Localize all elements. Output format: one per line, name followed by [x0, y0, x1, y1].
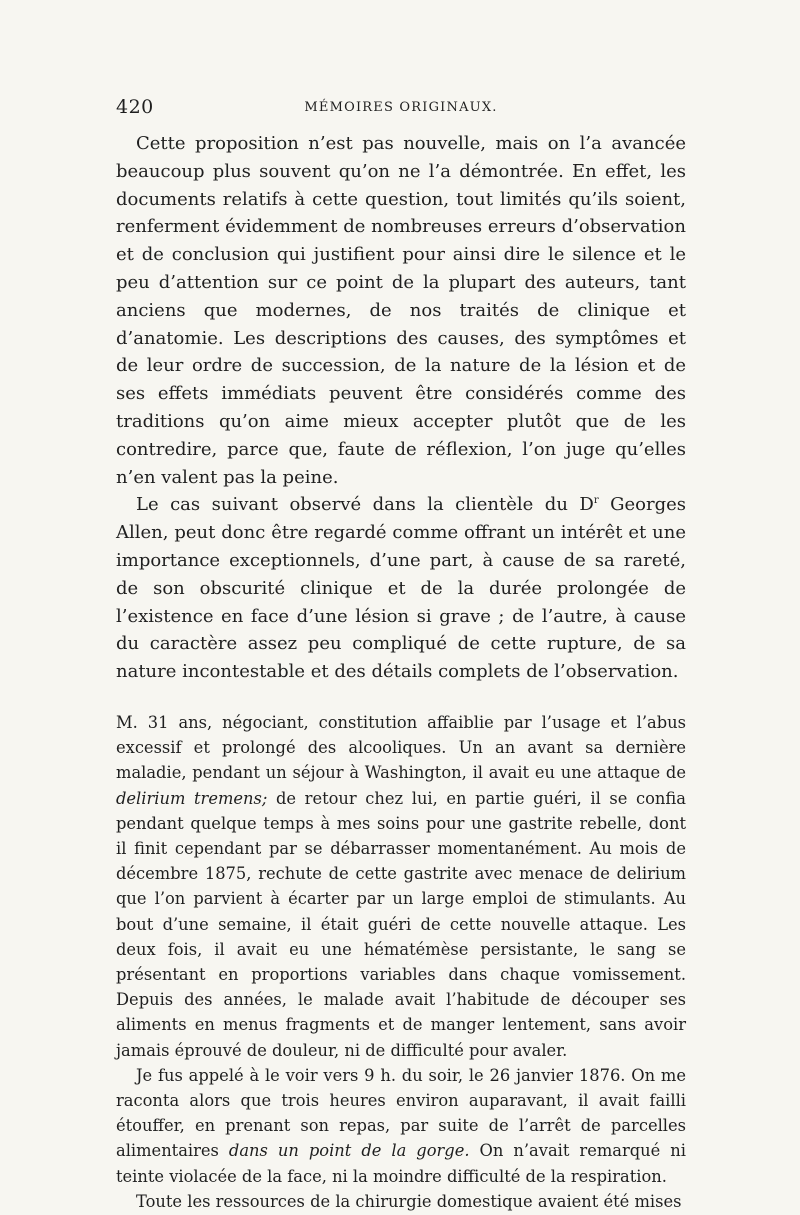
paragraph-text: Le cas suivant observé dans la clientèle du D — [136, 494, 594, 516]
case-text: M. 31 ans, négociant, constitution affaiblie par l’usage et l’abus excessif et prolongé des alcooliques. Un an avant sa dernière maladie, pendant un séjour à Washington, il avait eu une attaque de — [116, 712, 686, 783]
case-text: de retour chez lui, en partie guéri, il se confia pendant quelque temps à mes soins pour une gastrite rebelle, dont il finit cependant par se débarrasser momentanément. Au mois de décembre 1875, rechute de cette gastrite avec menace de delirium que l’on parvient à écarter par un large emploi de stimulants. Au bout d’une semaine, il était guéri de cette nouvelle attaque. Les deux fois, il avait eu une hématémèse persistante, le sang se présentant en proportions variables dans chaque vomissement. Depuis des années, le malade avait l’habitude de découper ses aliments en menus fragments et de manger lentement, sans avoir jamais éprouvé de douleur, ni de difficulté pour avaler. — [116, 788, 686, 1060]
italic-term: delirium tremens; — [116, 788, 268, 808]
header-title: MÉMOIRES ORIGINAUX. — [304, 100, 498, 115]
italic-phrase: dans un point de la gorge. — [228, 1141, 470, 1161]
case-paragraph — [116, 710, 686, 1063]
paragraph: Cette proposition n’est pas nouvelle, mais on l’a avancée beaucoup plus souvent qu’on ne l’a démontrée. En effet, les documents relatifs à cette question, tout limités qu’ils soient, renferment évidemment de nombreuses erreurs d’observation et de conclusion qui justifient pour ainsi dire le silence et le peu d’attention sur ce point de la plupart des auteurs, tant anciens que modernes, de nos traités de clinique et d’anatomie. Les descriptions des causes, des symptômes et de leur ordre de succession, de la nature de la lésion et de ses effets immédiats peuvent être considérés comme des traditions qu’on aime mieux accepter plutôt que de les contredire, parce que, faute de réflexion, l’on juge qu’elles n’en valent pas la peine. — [116, 133, 686, 488]
paragraph — [116, 491, 686, 686]
case-report — [116, 710, 686, 1214]
paragraph-text: Georges Allen, peut donc être regardé comme offrant un intérêt et une importance exceptionnels, d’une part, à cause de sa rareté, de son obscurité clinique et de la durée prolongée de l’existence en face d’une lésion si grave ; de l’autre, à cause du caractère assez peu compliqué de cette rupture, de sa nature incontestable et des détails complets de l’observation. — [116, 494, 687, 683]
case-text: Je fus appelé à le voir vers 9 h. du soir, le 26 janvier 1876. On me raconta alors que trois heures environ auparavant, il avait failli étouffer, en prenant son repas, par suite de l’arrêt de parcelles alimentaires — [116, 1065, 686, 1161]
case-paragraph — [116, 1063, 686, 1189]
case-text: On n’avait remarqué ni teinte violacée de la face, ni la moindre difficulté de la respiration. — [116, 1141, 686, 1186]
page-number: 420 — [116, 96, 154, 118]
book-page — [116, 96, 686, 1214]
superscript: r — [593, 495, 599, 507]
main-text — [116, 130, 686, 686]
case-paragraph: Toute les ressources de la chirurgie domestique avaient été mises — [136, 1191, 682, 1211]
running-head — [116, 96, 686, 130]
